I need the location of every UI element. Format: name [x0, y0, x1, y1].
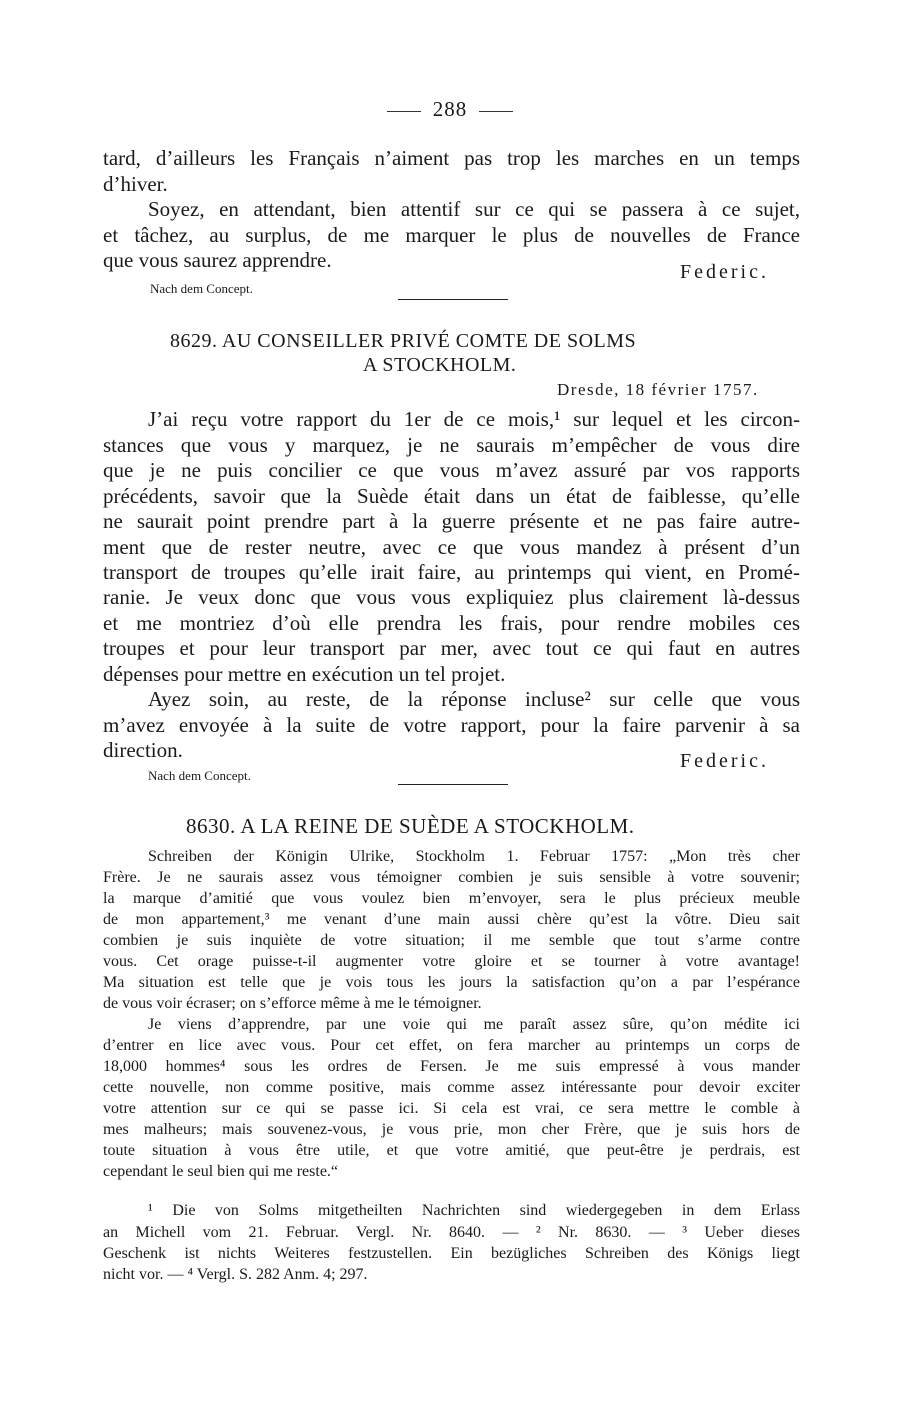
footnote-line: Geschenk ist nichts Weiteres festzustellen. Ein bezügliches Schreiben des Königs liegt: [103, 1245, 800, 1262]
quoted-line: la marque d’amitié que vous voulez bien m’envoyer, sera le plus précieux meuble: [103, 890, 800, 907]
body-line: Ayez soin, au reste, de la réponse incluse² sur celle que vous: [148, 687, 800, 711]
body-line: et me montriez d’où elle prendra les frais, pour rendre mobiles ces: [103, 611, 800, 635]
quoted-line: Je viens d’apprendre, par une voie qui me paraît assez sûre, qu’on médite ici: [148, 1016, 800, 1033]
continuation-line: et tâchez, au surplus, de me marquer le plus de nouvelles de France: [103, 223, 800, 247]
quoted-line: 18,000 hommes⁴ sous les ordres de Fersen. Je me suis empressé à vous mander: [103, 1058, 800, 1075]
page-number: [0, 97, 900, 122]
footnote-line: an Michell vom 21. Februar. Vergl. Nr. 8640. — ² Nr. 8630. — ³ Ueber dieses: [103, 1224, 800, 1241]
quoted-line: Frère. Je ne saurais assez vous témoigner combien je suis sensible à votre souvenir;: [103, 869, 800, 886]
body-line: que je ne puis concilier ce que vous m’avez assuré par vos rapports: [103, 458, 800, 482]
body-line: J’ai reçu votre rapport du 1er de ce mois,¹ sur lequel et les circon-: [148, 407, 800, 431]
quoted-line: Ma situation est telle que je vois tous les jours la satisfaction qu’on a par l’espérance: [103, 974, 800, 991]
quoted-line: combien je suis inquiète de votre situation; il me semble que tout s’arme contre: [103, 932, 800, 949]
letter-heading: 8630. A LA REINE DE SUÈDE A STOCKHOLM.: [186, 814, 635, 838]
footnote-line: ¹ Die von Solms mitgetheilten Nachrichten sind wiedergegeben in dem Erlass: [148, 1202, 800, 1219]
source-note: Nach dem Concept.: [150, 281, 253, 296]
footnote-line: nicht vor. — ⁴ Vergl. S. 282 Anm. 4; 297.: [103, 1266, 368, 1283]
body-line: direction.: [103, 738, 183, 762]
signature: Federic.: [680, 750, 769, 772]
continuation-line: que vous saurez apprendre.: [103, 248, 332, 272]
quoted-line: toute situation à vous être utile, et que votre amitié, que peut-être je perdrais, est: [103, 1142, 800, 1159]
quoted-line: Schreiben der Königin Ulrike, Stockholm 1. Februar 1757: „Mon très cher: [148, 848, 800, 865]
quoted-line: vous. Cet orage puisse-t-il augmenter votre gloire et se tourner à votre avantage!: [103, 953, 800, 970]
continuation-line: Soyez, en attendant, bien attentif sur ce qui se passera à ce sujet,: [148, 197, 800, 221]
quoted-line: cependant le seul bien qui me reste.“: [103, 1163, 339, 1180]
body-line: ne saurait point prendre part à la guerre présente et ne pas faire autre-: [103, 509, 800, 533]
quoted-line: de vous voir écraser; on s’efforce même à me le témoigner.: [103, 995, 482, 1012]
quoted-line: de mon appartement,³ me venant d’une main aussi chère qu’est la vôtre. Dieu sait: [103, 911, 800, 928]
continuation-line: tard, d’ailleurs les Français n’aiment pas trop les marches en un temps: [103, 146, 800, 170]
body-line: m’avez envoyée à la suite de votre rapport, pour la faire parvenir à sa: [103, 713, 800, 737]
quoted-line: mes malheurs; mais souvenez-vous, je vous prie, mon cher Frère, que je suis hors de: [103, 1121, 800, 1138]
body-line: ment que de rester neutre, avec ce que vous mandez à présent d’un: [103, 535, 800, 559]
body-line: ranie. Je veux donc que vous vous expliquiez plus clairement là-dessus: [103, 585, 800, 609]
quoted-line: cette nouvelle, non comme positive, mais comme assez intéressante pour devoir exciter: [103, 1079, 800, 1096]
section-divider: [398, 299, 508, 300]
page-number-text: 288: [432, 97, 468, 121]
body-line: troupes et pour leur transport par mer, avec tout ce qui faut en autres: [103, 636, 800, 660]
folio-rule-right: [479, 111, 513, 112]
folio-rule-left: [387, 111, 421, 112]
letter-heading-line2: A STOCKHOLM.: [363, 354, 517, 376]
body-line: stances que vous y marquez, je ne saurais m’empêcher de vous dire: [103, 433, 800, 457]
letter-heading: 8629. AU CONSEILLER PRIVÉ COMTE DE SOLMS: [170, 330, 637, 352]
section-divider: [398, 784, 508, 785]
continuation-line: d’hiver.: [103, 172, 168, 196]
quoted-line: votre attention sur ce qui se passe ici. Si cela est vrai, ce sera mettre le comble à: [103, 1100, 800, 1117]
signature: Federic.: [680, 261, 769, 283]
dateline: Dresde, 18 février 1757.: [557, 380, 759, 399]
quoted-line: d’entrer en lice avec vous. Pour cet effet, on fera marcher au printemps un corps de: [103, 1037, 800, 1054]
source-note: Nach dem Concept.: [148, 768, 251, 783]
body-line: précédents, savoir que la Suède était dans un état de faiblesse, qu’elle: [103, 484, 800, 508]
body-line: transport de troupes qu’elle irait faire, au printemps qui vient, en Promé-: [103, 560, 800, 584]
body-line: dépenses pour mettre en exécution un tel projet.: [103, 662, 506, 686]
